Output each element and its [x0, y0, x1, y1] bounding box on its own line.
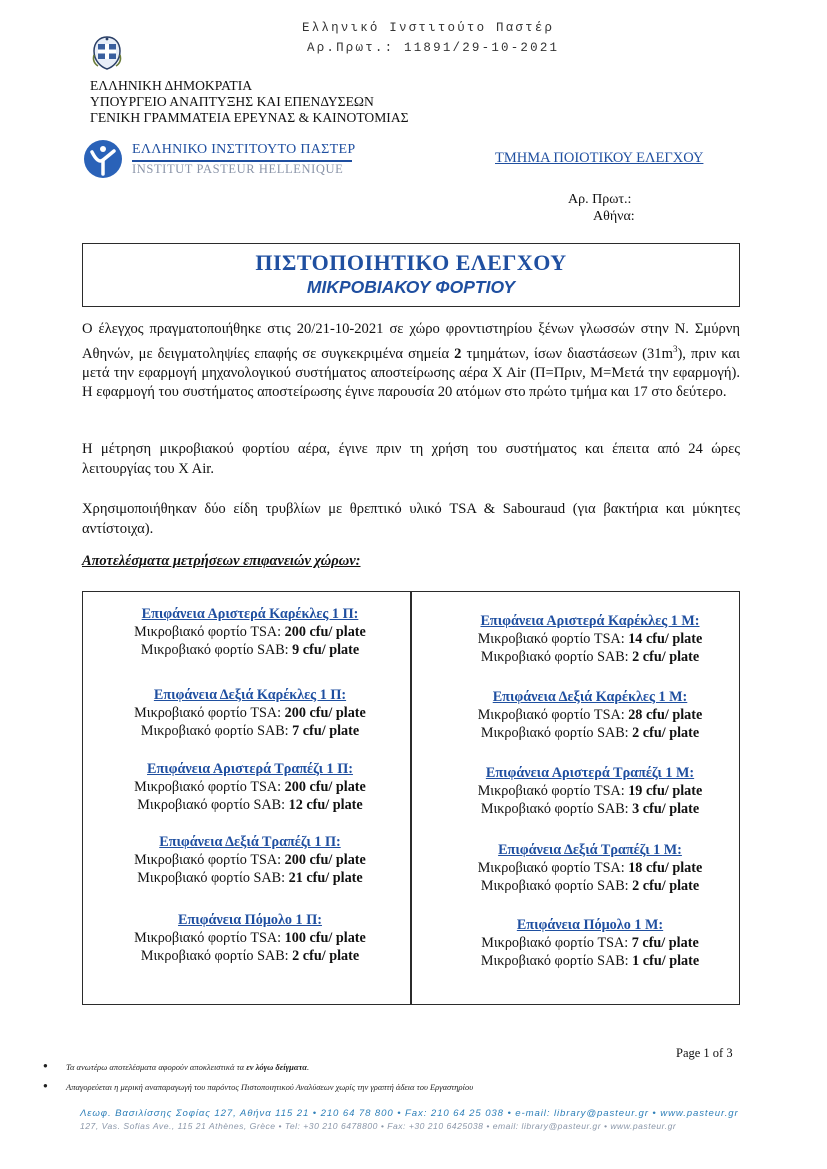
sab-line	[85, 796, 415, 814]
institute-name-french: INSTITUT PASTEUR HELLENIQUE	[132, 162, 344, 176]
paragraph-procedure-part-2: τμημάτων, ίσων διαστάσεων (31m	[461, 345, 673, 362]
tsa-value: 19 cfu/ plate	[628, 783, 703, 799]
sab-label: Μικροβιακό φορτίο SAB:	[480, 725, 633, 741]
tsa-label: Μικροβιακό φορτίο TSA:	[477, 783, 629, 799]
certificate-subtitle: ΜΙΚΡΟΒΙΑΚΟΥ ΦΟΡΤΙΟΥ	[306, 277, 516, 297]
ministry-line-1: ΕΛΛΗΝΙΚΗ ΔΗΜΟΚΡΑΤΙΑ	[90, 78, 253, 93]
tsa-label: Μικροβιακό φορτίο TSA:	[477, 707, 629, 723]
sab-value: 9 cfu/ plate	[292, 642, 360, 658]
footer-address-greek: Λεωφ. Βασιλίσσης Σοφίας 127, Αθήνα 115 21 • 210 64 78 800 • Fax: 210 64 25 038 • e-mail: library@pasteur.gr • www.pasteur.gr	[80, 1108, 739, 1119]
sab-value: 2 cfu/ plate	[632, 725, 700, 741]
sections-count: 2	[454, 345, 462, 362]
result-heading: Επιφάνεια Δεξιά Τραπέζι 1 Π:	[159, 834, 341, 850]
result-heading: Επιφάνεια Αριστερά Καρέκλες 1 Π:	[141, 606, 359, 622]
tsa-line	[425, 706, 755, 724]
stamp-line-1: Ελληνικό Ινστιτούτο Παστέρ	[302, 21, 555, 35]
sab-line	[85, 641, 415, 659]
tsa-label: Μικροβιακό φορτίο TSA:	[134, 624, 285, 640]
footnote-1-part-1: Τα ανωτέρω αποτελέσματα αφορούν αποκλειστικά τα	[66, 1062, 247, 1072]
tsa-value: 200 cfu/ plate	[284, 705, 366, 721]
result-block-left-3	[85, 760, 415, 814]
city-label: Αθήνα:	[593, 209, 635, 224]
paragraph-procedure	[82, 320, 740, 403]
tsa-label: Μικροβιακό φορτίο TSA:	[134, 852, 285, 868]
tsa-value: 200 cfu/ plate	[284, 624, 366, 640]
tsa-label: Μικροβιακό φορτίο TSA:	[134, 779, 285, 795]
tsa-value: 200 cfu/ plate	[284, 852, 366, 868]
sab-value: 2 cfu/ plate	[292, 948, 360, 964]
tsa-line	[425, 934, 755, 952]
footnote-bullet-2: ●	[43, 1081, 48, 1090]
tsa-value: 14 cfu/ plate	[628, 631, 703, 647]
sab-label: Μικροβιακό φορτίο SAB:	[140, 948, 293, 964]
tsa-label: Μικροβιακό φορτίο TSA:	[477, 631, 629, 647]
tsa-value: 28 cfu/ plate	[628, 707, 703, 723]
result-block-right-5	[425, 916, 755, 970]
sab-line	[85, 869, 415, 887]
result-block-left-2	[85, 686, 415, 740]
certificate-title: ΠΙΣΤΟΠΟΙΗΤΙΚΟ ΕΛΕΓΧΟΥ	[255, 250, 567, 275]
result-block-right-1	[425, 612, 755, 666]
tsa-line	[425, 782, 755, 800]
department-title: ΤΜΗΜΑ ΠΟΙΟΤΙΚΟΥ ΕΛΕΓΧΟΥ	[495, 150, 704, 166]
results-heading: Αποτελέσματα μετρήσεων επιφανειών χώρων:	[82, 553, 361, 569]
institute-name-greek: ΕΛΛΗΝΙΚΟ ΙΝΣΤΙΤΟΥΤΟ ΠΑΣΤΕΡ	[132, 142, 356, 157]
tsa-value: 7 cfu/ plate	[631, 935, 699, 951]
tsa-line	[85, 704, 415, 722]
tsa-label: Μικροβιακό φορτίο TSA:	[477, 860, 629, 876]
tsa-line	[425, 630, 755, 648]
result-block-right-2	[425, 688, 755, 742]
paragraph-media: Χρησιμοποιήθηκαν δύο είδη τρυβλίων με θρεπτικό υλικό TSA & Sabouraud (για βακτήρια και μύκητες αντίστοιχα).	[82, 501, 740, 537]
pasteur-logo-icon	[82, 138, 124, 180]
footer-address-french: 127, Vas. Sofias Ave., 115 21 Athènes, Grèce • Tel: +30 210 6478800 • Fax: +30 210 6425038 • email: library@pasteur.gr • www.pasteur.gr	[80, 1121, 677, 1131]
tsa-value: 100 cfu/ plate	[284, 930, 366, 946]
sab-value: 1 cfu/ plate	[632, 953, 700, 969]
sab-value: 12 cfu/ plate	[288, 797, 363, 813]
sab-label: Μικροβιακό φορτίο SAB:	[140, 642, 293, 658]
certificate-title-box	[82, 243, 740, 307]
sab-value: 2 cfu/ plate	[632, 878, 700, 894]
tsa-line	[85, 851, 415, 869]
sab-label: Μικροβιακό φορτίο SAB:	[137, 797, 289, 813]
tsa-line	[85, 623, 415, 641]
tsa-line	[425, 859, 755, 877]
ministry-line-2: ΥΠΟΥΡΓΕΙΟ ΑΝΑΠΤΥΞΗΣ ΚΑΙ ΕΠΕΝΔΥΣΕΩΝ	[90, 94, 374, 109]
result-heading: Επιφάνεια Δεξιά Τραπέζι 1 Μ:	[498, 842, 682, 858]
sab-value: 2 cfu/ plate	[632, 649, 700, 665]
reference-block	[568, 191, 635, 225]
footnote-1	[66, 1062, 309, 1072]
tsa-label: Μικροβιακό φορτίο TSA:	[134, 705, 285, 721]
footnote-bullet-1: ●	[43, 1061, 48, 1070]
sab-line	[85, 947, 415, 965]
sab-value: 7 cfu/ plate	[292, 723, 360, 739]
sab-line	[425, 952, 755, 970]
result-heading: Επιφάνεια Αριστερά Τραπέζι 1 Μ:	[485, 765, 695, 781]
tsa-line	[85, 929, 415, 947]
paragraph-measurement: Η μέτρηση μικροβιακού φορτίου αέρα, έγινε πριν τη χρήση του συστήματος και έπειτα από 24 ώρες λειτουργίας του X Air.	[82, 441, 740, 477]
tsa-value: 200 cfu/ plate	[284, 779, 366, 795]
sab-line	[425, 877, 755, 895]
institute-logo	[82, 138, 372, 180]
protocol-label: Αρ. Πρωτ.:	[568, 192, 632, 207]
sab-value: 21 cfu/ plate	[288, 870, 363, 886]
sab-label: Μικροβιακό φορτίο SAB:	[137, 870, 289, 886]
sab-line	[425, 724, 755, 742]
paragraph-procedure-part-1: Ο έλεγχος πραγματοποιήθηκε στις 20/21-10-2021 σε χώρο φροντιστηρίου ξένων γλωσσών στην Ν. Σμύρνη Αθηνών, με δειγματοληψίες επαφής σε συγκεκριμένα σημεία	[82, 321, 740, 362]
result-heading: Επιφάνεια Αριστερά Καρέκλες 1 Μ:	[480, 613, 700, 629]
sab-label: Μικροβιακό φορτίο SAB:	[480, 878, 633, 894]
sab-label: Μικροβιακό φορτίο SAB:	[480, 801, 633, 817]
result-block-right-4	[425, 841, 755, 895]
result-heading: Επιφάνεια Δεξιά Καρέκλες 1 Π:	[153, 687, 347, 703]
tsa-label: Μικροβιακό φορτίο TSA:	[481, 935, 632, 951]
result-heading: Επιφάνεια Πόμολο 1 Μ:	[516, 917, 664, 933]
result-block-left-4	[85, 833, 415, 887]
paragraph-procedure-part-3: ), πριν και μετά την εφαρμογή μηχανολογικού συστήματος αποστείρωσης αέρα X Air (Π=Πριν, Μ=Μετά την εφαρμογή). Η εφαρμογή του συστήματος αποστείρωσης έγινε παρουσία 20 ατόμων στο πρώτο τμήμα και 17 στο δεύτερο.	[82, 345, 740, 401]
stamp-line-2: Αρ.Πρωτ.: 11891/29-10-2021	[307, 41, 560, 55]
tsa-label: Μικροβιακό φορτίο TSA:	[134, 930, 285, 946]
sab-line	[425, 800, 755, 818]
result-block-left-1	[85, 605, 415, 659]
page-number: Page 1 of 3	[676, 1046, 733, 1060]
footnote-1-emphasis: εν λόγω δείγματα	[246, 1062, 307, 1072]
ministry-header	[90, 78, 409, 126]
cubic-superscript: 3	[672, 343, 678, 354]
tsa-value: 18 cfu/ plate	[628, 860, 703, 876]
sab-label: Μικροβιακό φορτίο SAB:	[140, 723, 293, 739]
tsa-line	[85, 778, 415, 796]
result-block-left-5	[85, 911, 415, 965]
ministry-line-3: ΓΕΝΙΚΗ ΓΡΑΜΜΑΤΕΙΑ ΕΡΕΥΝΑΣ & ΚΑΙΝΟΤΟΜΙΑΣ	[90, 110, 409, 125]
sab-value: 3 cfu/ plate	[632, 801, 700, 817]
greek-coat-of-arms-icon	[90, 35, 124, 71]
sab-label: Μικροβιακό φορτίο SAB:	[480, 649, 633, 665]
footnote-2: Απαγορεύεται η μερική αναπαραγωγή του παρόντος Πιστοποιητικού Αναλύσεων χωρίς την γραπτή άδεια του Εργαστηρίου	[66, 1082, 474, 1092]
result-heading: Επιφάνεια Δεξιά Καρέκλες 1 Μ:	[492, 689, 688, 705]
sab-line	[85, 722, 415, 740]
sab-line	[425, 648, 755, 666]
result-heading: Επιφάνεια Πόμολο 1 Π:	[178, 912, 322, 928]
result-heading: Επιφάνεια Αριστερά Τραπέζι 1 Π:	[147, 761, 353, 777]
result-block-right-3	[425, 764, 755, 818]
footnote-1-part-2: .	[306, 1062, 310, 1072]
sab-label: Μικροβιακό φορτίο SAB:	[480, 953, 633, 969]
